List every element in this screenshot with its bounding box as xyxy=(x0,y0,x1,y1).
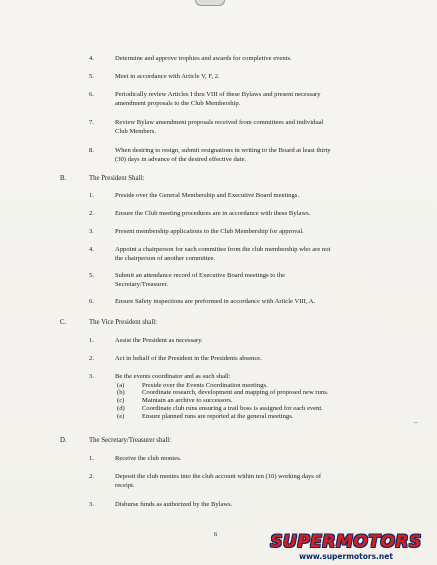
section-title: The Secretary/Treasurer shall: xyxy=(89,437,172,444)
section-title: The President Shall: xyxy=(89,175,145,182)
list-item-text: Act in behalf of the President in the Presidents absence. xyxy=(115,355,262,362)
margin-mark: – xyxy=(414,418,418,426)
list-item-text: Club Members. xyxy=(115,127,157,135)
section-title: The Vice President shall: xyxy=(89,319,157,326)
list-item-text: Determine and approve trophies and awards for completive events. xyxy=(115,55,292,62)
list-item-number: 1. xyxy=(89,455,94,462)
list-item-text: amendment proposals to the Club Membership. xyxy=(115,99,241,107)
list-item-number: 2. xyxy=(89,355,94,362)
list-item-text: Be the events coordinator and as such shall: xyxy=(115,373,231,380)
sub-item-letter: (e) xyxy=(117,412,125,420)
list-item-number: 3. xyxy=(89,501,94,508)
watermark-url: www.supermotors.net xyxy=(299,552,393,561)
watermark-brand: SUPERMOTORS xyxy=(270,532,422,552)
section-letter: D. xyxy=(60,437,67,444)
sub-item-letter: (a) xyxy=(117,381,125,389)
sub-item-text: Maintain an archive to successors. xyxy=(142,397,233,405)
list-item-number: 4. xyxy=(89,246,94,253)
page-number: 6 xyxy=(214,531,218,538)
sub-item-letter: (d) xyxy=(117,405,125,412)
section-letter: C. xyxy=(60,319,67,326)
sub-item-text: Ensure planned runs are reported at the general meetings. xyxy=(142,412,294,420)
list-item-number: 8. xyxy=(89,147,94,154)
list-item-text: Deposit the club monies into the club account within ten (10) working days of xyxy=(115,473,322,480)
list-item-number: 2. xyxy=(89,473,94,480)
list-item-text: the chairperson of another committee. xyxy=(115,254,216,262)
list-item-text: Disburse funds as authorized by the Bylaws. xyxy=(115,501,233,508)
list-item-text: When desiring to resign, submit resignations in writing to the Board at least thirty xyxy=(115,147,331,154)
list-item-text: Assist the President as necessary. xyxy=(115,337,203,344)
list-item-number: 3. xyxy=(89,228,94,235)
list-item-number: 2. xyxy=(89,210,94,217)
list-item-number: 1. xyxy=(89,337,94,344)
list-item-number: 5. xyxy=(89,272,94,279)
sub-item-letter: (b) xyxy=(117,389,125,397)
list-item-text: Review Bylaw amendment proposals received from committees and individual xyxy=(115,119,324,126)
list-item-number: 4. xyxy=(89,55,94,62)
list-item-number: 5. xyxy=(89,73,94,80)
list-item-text: receipt. xyxy=(115,481,135,489)
sub-item-text: Preside over the Events Coordination meetings. xyxy=(142,381,268,389)
list-item-text: Appoint a chairperson for each committee from the club membership who are not xyxy=(115,246,331,253)
section-letter: B. xyxy=(60,175,67,182)
list-item-text: Preside over the General Membership and Executive Board meetings. xyxy=(115,192,300,199)
list-item-text: Ensure the Club meeting procedures are in accordance with these Bylaws. xyxy=(115,210,311,217)
list-item-text: Periodically review Articles I thru VIII of these Bylaws and present necessary xyxy=(115,91,321,98)
list-item-number: 7. xyxy=(89,119,94,126)
list-item-text: Secretary/Treasurer. xyxy=(115,280,169,288)
list-item-text: (30) days in advance of the desired effective date. xyxy=(115,155,247,163)
binder-clip-mark xyxy=(195,0,225,6)
list-item-number: 6. xyxy=(89,298,94,305)
sub-item-text: Coordinate club runs ensuring a trail boss is assigned for each event. xyxy=(142,405,323,412)
list-item-text: Meet in accordance with Article V, F, 2. xyxy=(115,73,220,80)
list-item-text: Submit an attendance record of Executive Board meetings to the xyxy=(115,272,286,279)
list-item-text: Present membership applications to the Club Membership for approval. xyxy=(115,228,304,235)
list-item-text: Receive the club monies. xyxy=(115,455,182,462)
list-item-number: 6. xyxy=(89,91,94,98)
sub-item-text: Coordinate research, development and mapping of proposed new runs. xyxy=(142,389,329,397)
list-item-text: Ensure Safety inspections are preformed in accordance with Article VIII, A. xyxy=(115,298,316,305)
sub-item-letter: (c) xyxy=(117,397,125,405)
list-item-number: 1. xyxy=(89,192,94,199)
supermotors-watermark-logo xyxy=(259,532,433,562)
list-item-number: 3. xyxy=(89,373,94,380)
